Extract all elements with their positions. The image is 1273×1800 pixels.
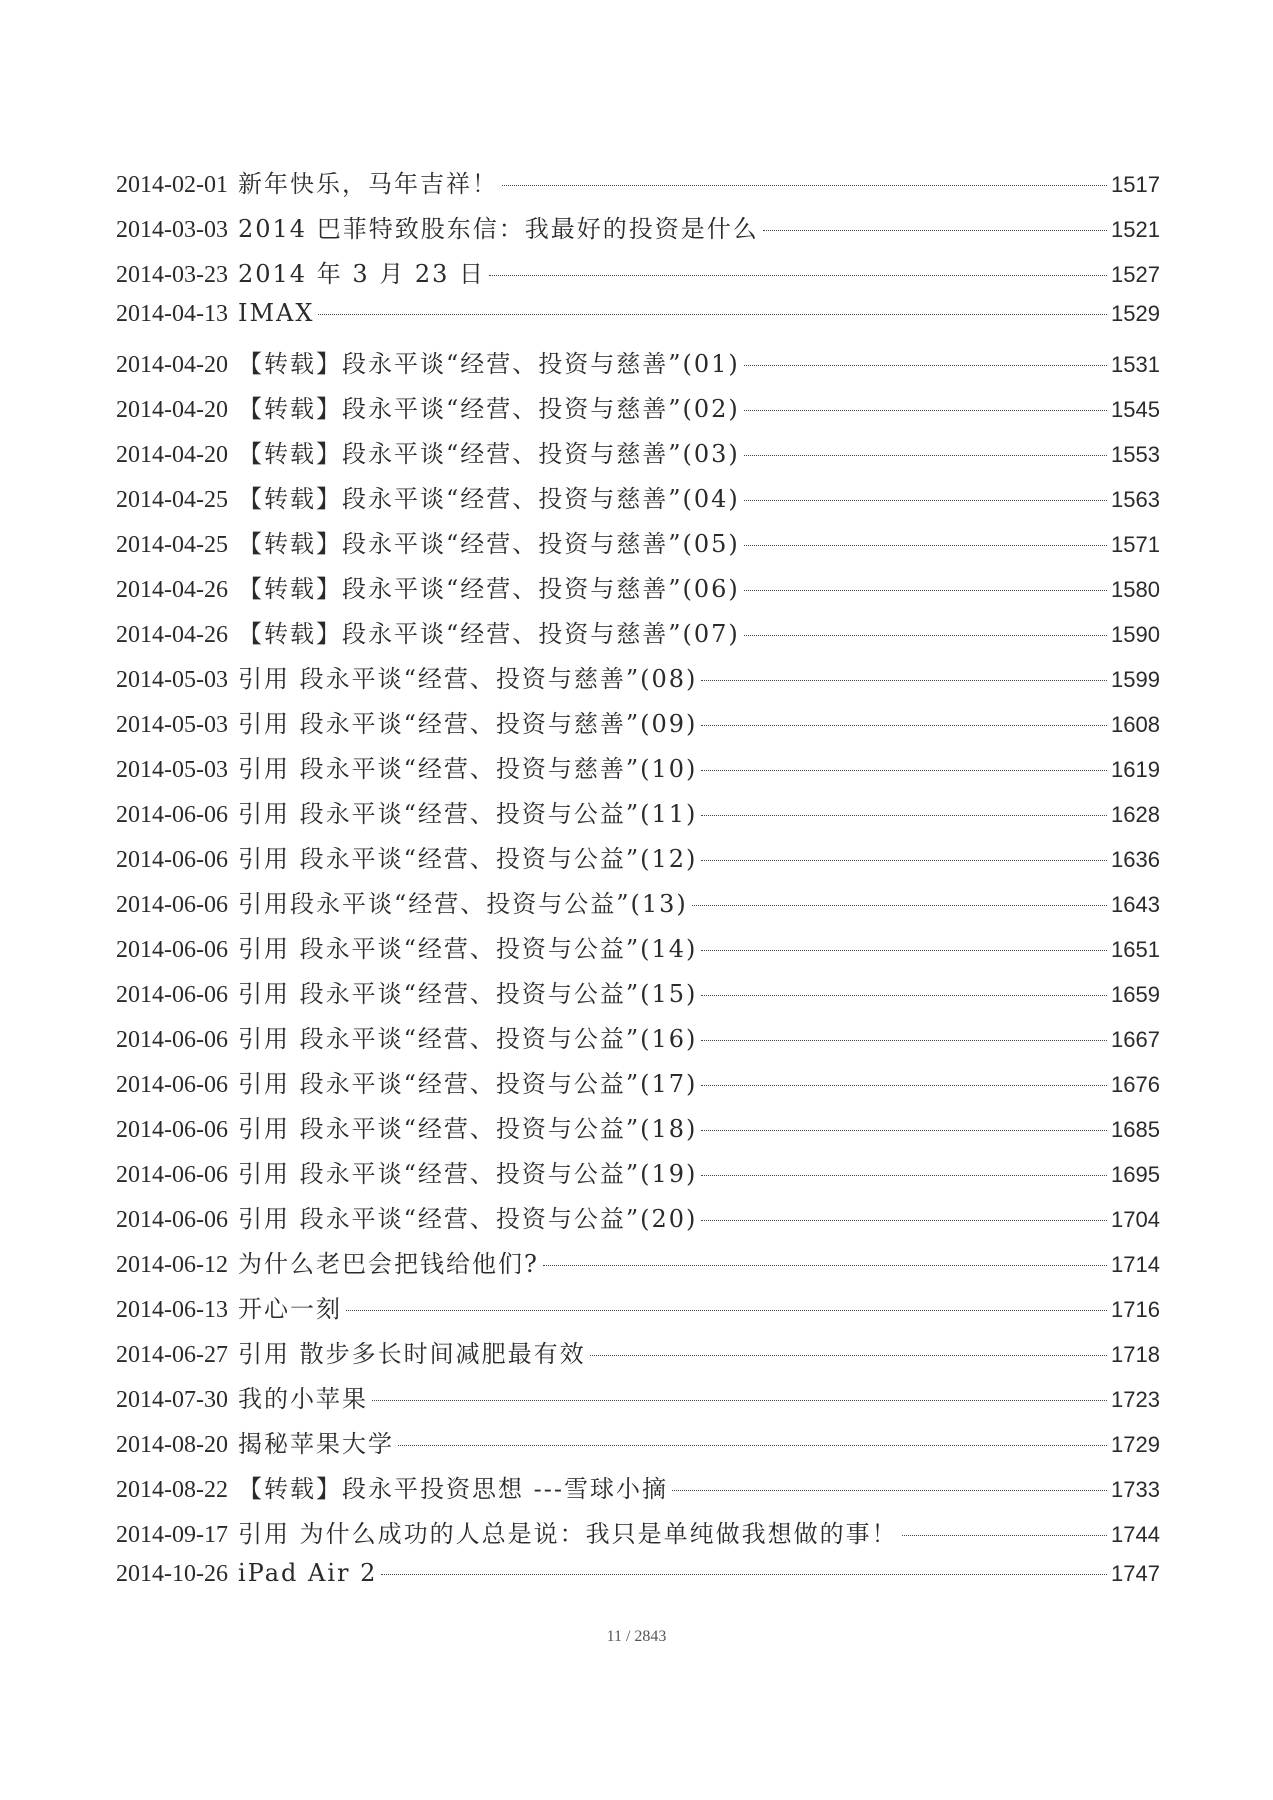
toc-entry-title: 引用 段永平谈“经营、投资与慈善”(10)	[237, 755, 698, 783]
toc-entry-page-number: 1619	[1111, 757, 1160, 782]
dot-leader	[543, 1265, 1107, 1266]
toc-entry-page-number: 1545	[1111, 397, 1160, 422]
dot-leader	[318, 314, 1107, 315]
dot-leader	[744, 635, 1107, 636]
toc-entry[interactable]	[116, 1379, 1160, 1424]
toc-entry-title: 新年快乐，马年吉祥！	[237, 170, 498, 198]
toc-entry-date: 2014-04-25	[116, 532, 228, 558]
toc-entry-page-number: 1527	[1111, 262, 1160, 287]
toc-entry[interactable]	[116, 254, 1160, 299]
toc-entry-page-number: 1676	[1111, 1072, 1160, 1097]
toc-entry[interactable]	[116, 659, 1160, 704]
dot-leader	[744, 365, 1107, 366]
toc-entry[interactable]	[116, 524, 1160, 569]
toc-entry-title: 引用 段永平谈“经营、投资与公益”(15)	[237, 980, 698, 1008]
dot-leader	[744, 500, 1107, 501]
toc-entry-date: 2014-06-06	[116, 802, 228, 828]
toc-entry-title: iPad Air 2	[237, 1559, 378, 1587]
toc-entry-title: 【转载】段永平谈“经营、投资与慈善”(06)	[237, 575, 740, 603]
toc-entry[interactable]	[116, 1109, 1160, 1154]
toc-entry-title: 2014 年 3 月 23 日	[237, 260, 486, 288]
toc-entry-date: 2014-06-06	[116, 1117, 228, 1143]
dot-leader	[692, 905, 1107, 906]
toc-entry[interactable]	[116, 749, 1160, 794]
toc-entry-date: 2014-06-06	[116, 982, 228, 1008]
toc-entry-date: 2014-06-12	[116, 1252, 228, 1278]
toc-entry-date: 2014-05-03	[116, 712, 228, 738]
toc-entry-title: 引用 段永平谈“经营、投资与公益”(11)	[237, 800, 698, 828]
toc-entry[interactable]	[116, 299, 1160, 344]
toc-entry-title: 引用 段永平谈“经营、投资与公益”(16)	[237, 1025, 698, 1053]
toc-entry-date: 2014-06-27	[116, 1342, 228, 1368]
toc-entry-page-number: 1744	[1111, 1522, 1160, 1547]
toc-entry[interactable]	[116, 614, 1160, 659]
toc-entry-title: 【转载】段永平谈“经营、投资与慈善”(05)	[237, 530, 740, 558]
toc-entry[interactable]	[116, 1514, 1160, 1559]
dot-leader	[372, 1400, 1107, 1401]
toc-entry-page-number: 1729	[1111, 1432, 1160, 1457]
page-indicator: 11 / 2843	[606, 1628, 667, 1645]
dot-leader	[346, 1310, 1107, 1311]
toc-entry-page-number: 1529	[1111, 301, 1160, 326]
toc-entry-date: 2014-04-20	[116, 352, 228, 378]
toc-entry-page-number: 1599	[1111, 667, 1160, 692]
dot-leader	[701, 725, 1107, 726]
toc-entry-title: 引用 段永平谈“经营、投资与公益”(14)	[237, 935, 698, 963]
toc-entry[interactable]	[116, 839, 1160, 884]
toc-entry-date: 2014-04-20	[116, 397, 228, 423]
toc-entry-page-number: 1590	[1111, 622, 1160, 647]
toc-entry-title: 我的小苹果	[237, 1385, 368, 1413]
toc-entry-page-number: 1704	[1111, 1207, 1160, 1232]
toc-entry-title: 引用 为什么成功的人总是说：我只是单纯做我想做的事！	[237, 1520, 898, 1548]
toc-entry[interactable]	[116, 1154, 1160, 1199]
toc-entry[interactable]	[116, 929, 1160, 974]
toc-entry[interactable]	[116, 1289, 1160, 1334]
toc-entry-title: 【转载】段永平谈“经营、投资与慈善”(01)	[237, 350, 740, 378]
toc-entry-title: 引用 段永平谈“经营、投资与公益”(17)	[237, 1070, 698, 1098]
dot-leader	[701, 1085, 1107, 1086]
toc-entry-page-number: 1659	[1111, 982, 1160, 1007]
toc-entry-title: 引用 段永平谈“经营、投资与公益”(19)	[237, 1160, 698, 1188]
toc-entry-page-number: 1521	[1111, 217, 1160, 242]
toc-entry[interactable]	[116, 569, 1160, 614]
toc-entry-page-number: 1667	[1111, 1027, 1160, 1052]
toc-entry-page-number: 1695	[1111, 1162, 1160, 1187]
toc-entry-date: 2014-04-20	[116, 442, 228, 468]
toc-entry-page-number: 1531	[1111, 352, 1160, 377]
toc-entry[interactable]	[116, 389, 1160, 434]
toc-entry-date: 2014-06-06	[116, 937, 228, 963]
toc-entry-date: 2014-03-03	[116, 217, 228, 243]
dot-leader	[902, 1535, 1107, 1536]
toc-entry-title: 为什么老巴会把钱给他们?	[237, 1250, 539, 1278]
toc-entry[interactable]	[116, 1334, 1160, 1379]
toc-entry-title: 【转载】段永平投资思想 ---雪球小摘	[237, 1475, 668, 1503]
toc-entry-page-number: 1636	[1111, 847, 1160, 872]
toc-entry-date: 2014-04-26	[116, 622, 228, 648]
toc-entry-date: 2014-05-03	[116, 757, 228, 783]
page-number-footer	[0, 1628, 1273, 1646]
toc-entry-date: 2014-04-25	[116, 487, 228, 513]
toc-entry[interactable]	[116, 164, 1160, 209]
toc-entry-date: 2014-10-26	[116, 1561, 228, 1587]
toc-entry-page-number: 1628	[1111, 802, 1160, 827]
dot-leader	[590, 1355, 1107, 1356]
toc-entry-date: 2014-06-06	[116, 847, 228, 873]
toc-entry[interactable]	[116, 344, 1160, 389]
toc-entry-page-number: 1747	[1111, 1561, 1160, 1586]
toc-entry[interactable]	[116, 1019, 1160, 1064]
toc-entry-date: 2014-06-06	[116, 1072, 228, 1098]
toc-entry-title: 引用 段永平谈“经营、投资与慈善”(09)	[237, 710, 698, 738]
toc-entry-date: 2014-05-03	[116, 667, 228, 693]
toc-entry-page-number: 1685	[1111, 1117, 1160, 1142]
dot-leader	[502, 185, 1107, 186]
toc-entry-date: 2014-02-01	[116, 172, 228, 198]
dot-leader	[744, 545, 1107, 546]
dot-leader	[672, 1490, 1107, 1491]
toc-entry[interactable]	[116, 884, 1160, 929]
toc-entry[interactable]	[116, 434, 1160, 479]
dot-leader	[701, 950, 1107, 951]
dot-leader	[701, 860, 1107, 861]
toc-entry-title: 【转载】段永平谈“经营、投资与慈善”(07)	[237, 620, 740, 648]
dot-leader	[701, 770, 1107, 771]
dot-leader	[744, 455, 1107, 456]
toc-entry-title: 引用段永平谈“经营、投资与公益”(13)	[237, 890, 688, 918]
dot-leader	[701, 1175, 1107, 1176]
toc-entry-date: 2014-06-06	[116, 1207, 228, 1233]
toc-entry-page-number: 1651	[1111, 937, 1160, 962]
toc-entry[interactable]	[116, 1469, 1160, 1514]
toc-entry[interactable]	[116, 1424, 1160, 1469]
toc-entry[interactable]	[116, 794, 1160, 839]
toc-entry-date: 2014-06-06	[116, 892, 228, 918]
table-of-contents	[116, 164, 1160, 1604]
toc-entry-date: 2014-06-13	[116, 1297, 228, 1323]
dot-leader	[701, 1220, 1107, 1221]
toc-entry-title: IMAX	[237, 299, 315, 327]
toc-entry-date: 2014-04-13	[116, 301, 228, 327]
dot-leader	[701, 815, 1107, 816]
toc-entry-page-number: 1643	[1111, 892, 1160, 917]
dot-leader	[701, 680, 1107, 681]
dot-leader	[701, 1040, 1107, 1041]
dot-leader	[701, 995, 1107, 996]
dot-leader	[744, 590, 1107, 591]
toc-entry-page-number: 1718	[1111, 1342, 1160, 1367]
toc-entry-page-number: 1714	[1111, 1252, 1160, 1277]
toc-entry-date: 2014-03-23	[116, 262, 228, 288]
toc-entry-title: 【转载】段永平谈“经营、投资与慈善”(02)	[237, 395, 740, 423]
toc-entry-date: 2014-06-06	[116, 1027, 228, 1053]
dot-leader	[381, 1574, 1107, 1575]
toc-entry-title: 揭秘苹果大学	[237, 1430, 394, 1458]
toc-entry[interactable]	[116, 1064, 1160, 1109]
toc-entry[interactable]	[116, 704, 1160, 749]
toc-entry-date: 2014-07-30	[116, 1387, 228, 1413]
toc-entry-title: 引用 段永平谈“经营、投资与慈善”(08)	[237, 665, 698, 693]
toc-entry[interactable]	[116, 1244, 1160, 1289]
toc-entry[interactable]	[116, 479, 1160, 524]
toc-entry-date: 2014-04-26	[116, 577, 228, 603]
dot-leader	[744, 410, 1107, 411]
toc-entry-title: 引用 段永平谈“经营、投资与公益”(20)	[237, 1205, 698, 1233]
dot-leader	[701, 1130, 1107, 1131]
toc-entry[interactable]	[116, 1199, 1160, 1244]
dot-leader	[763, 230, 1107, 231]
toc-entry-title: 开心一刻	[237, 1295, 342, 1323]
toc-entry-page-number: 1608	[1111, 712, 1160, 737]
toc-entry-page-number: 1563	[1111, 487, 1160, 512]
dot-leader	[398, 1445, 1107, 1446]
toc-entry-date: 2014-09-17	[116, 1522, 228, 1548]
toc-entry-title: 引用 散步多长时间减肥最有效	[237, 1340, 586, 1368]
toc-entry-page-number: 1553	[1111, 442, 1160, 467]
toc-entry-page-number: 1733	[1111, 1477, 1160, 1502]
toc-entry[interactable]	[116, 1559, 1160, 1604]
toc-entry-page-number: 1723	[1111, 1387, 1160, 1412]
toc-entry-date: 2014-06-06	[116, 1162, 228, 1188]
toc-entry-date: 2014-08-20	[116, 1432, 228, 1458]
toc-entry-page-number: 1716	[1111, 1297, 1160, 1322]
toc-entry-page-number: 1580	[1111, 577, 1160, 602]
toc-entry[interactable]	[116, 209, 1160, 254]
toc-entry-title: 引用 段永平谈“经营、投资与公益”(18)	[237, 1115, 698, 1143]
toc-entry-page-number: 1571	[1111, 532, 1160, 557]
toc-entry-date: 2014-08-22	[116, 1477, 228, 1503]
dot-leader	[489, 275, 1107, 276]
toc-entry-title: 【转载】段永平谈“经营、投资与慈善”(03)	[237, 440, 740, 468]
toc-entry-title: 【转载】段永平谈“经营、投资与慈善”(04)	[237, 485, 740, 513]
toc-entry[interactable]	[116, 974, 1160, 1019]
toc-entry-page-number: 1517	[1111, 172, 1160, 197]
toc-entry-title: 引用 段永平谈“经营、投资与公益”(12)	[237, 845, 698, 873]
toc-entry-title: 2014 巴菲特致股东信：我最好的投资是什么	[237, 215, 759, 243]
